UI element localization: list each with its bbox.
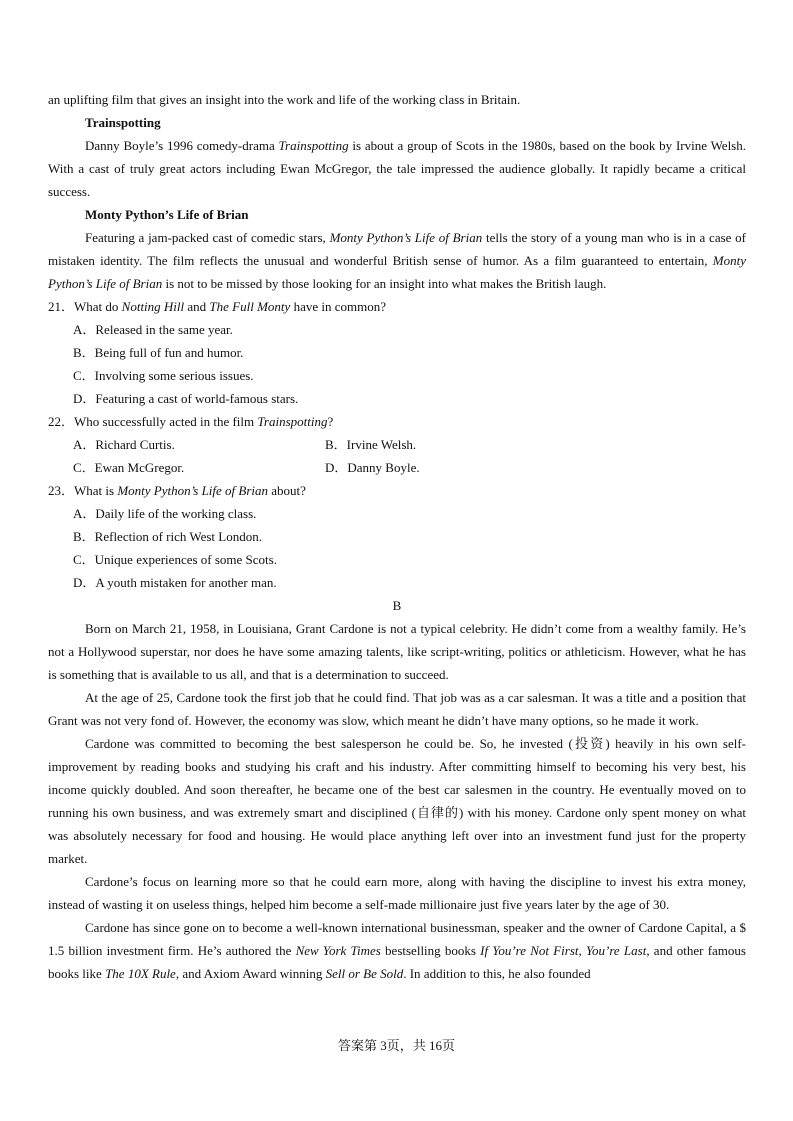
q22-options-row-2 [48, 456, 746, 479]
q22-options-row-1 [48, 433, 746, 456]
q23-option-d: D．A youth mistaken for another man. [73, 575, 277, 590]
q23-option-c: C．Unique experiences of some Scots. [73, 552, 277, 567]
q23-option-b: B．Reflection of rich West London. [73, 529, 262, 544]
page-footer: 答案第 3页，共 16页 [337, 1038, 455, 1053]
document-page [48, 88, 746, 985]
q21-option-d: D．Featuring a cast of world-famous stars. [73, 391, 299, 406]
section-b-label: B [392, 598, 402, 613]
monty-python-heading: Monty Python’s Life of Brian [85, 207, 249, 222]
question-21: 21．What do Notting Hill and The Full Monty have in common? [48, 299, 386, 314]
q22-option-c: C．Ewan McGregor. [73, 460, 185, 475]
passage-a-intro-tail: an uplifting film that gives an insight into the work and life of the working class in Britain. [48, 92, 521, 107]
question-22: 22．Who successfully acted in the film Trainspotting? [48, 414, 334, 429]
passage-b-paragraph-5: Cardone has since gone on to become a well-known international businessman, speaker and the owner of Cardone Capital, a $ 1.5 billion investment firm. He’s authored the New York Times bestselling books If You’re Not First, You’re Last, and other famous books like The 10X Rule, and Axiom Award winning Sell or Be Sold. In addition to this, he also founded [48, 920, 746, 981]
q21-option-c: C．Involving some serious issues. [73, 368, 254, 383]
passage-b-paragraph-3: Cardone was committed to becoming the best salesperson he could be. So, he invested (投资) heavily in his own self-improvement by reading books and studying his craft and his industry. After committing himself to becoming his very best, his income quickly doubled. And soon thereafter, he became one of the best car salesmen in the country. He eventually moved on to running his own business, and was extremely smart and disciplined (自律的) with his money. Cardone only spent money on what was absolutely necessary for food and housing. He would place anything left over into an investment fund just for the property market. [48, 736, 746, 866]
trainspotting-paragraph: Danny Boyle’s 1996 comedy-drama Trainspotting is about a group of Scots in the 1980s, based on the book by Irvine Welsh. With a cast of truly great actors including Ewan McGregor, the tale impressed the audience globally. It rapidly became a critical success. [48, 138, 746, 199]
q21-option-b: B．Being full of fun and humor. [73, 345, 244, 360]
q21-option-a: A．Released in the same year. [73, 322, 233, 337]
q22-option-d: D．Danny Boyle. [325, 460, 420, 475]
question-23: 23．What is Monty Python’s Life of Brian about? [48, 483, 306, 498]
q22-option-b: B．Irvine Welsh. [325, 437, 417, 452]
passage-b-paragraph-2: At the age of 25, Cardone took the first job that he could find. That job was as a car salesman. It was a title and a position that Grant was not very fond of. However, the economy was slow, which meant he didn’t have many options, so he made it work. [48, 690, 746, 728]
monty-python-paragraph: Featuring a jam-packed cast of comedic stars, Monty Python’s Life of Brian tells the story of a young man who is in a case of mistaken identity. The film reflects the unusual and wonderful British sense of humor. As a film guaranteed to entertain, Monty Python’s Life of Brian is not to be missed by those looking for an insight into what makes the British laugh. [48, 230, 746, 291]
passage-b-paragraph-4: Cardone’s focus on learning more so that he could earn more, along with having the discipline to invest his extra money, instead of wasting it on useless things, helped him become a self-made millionaire just five years later by the age of 30. [48, 874, 746, 912]
q22-option-a: A．Richard Curtis. [73, 437, 175, 452]
trainspotting-heading: Trainspotting [85, 115, 161, 130]
q23-option-a: A．Daily life of the working class. [73, 506, 257, 521]
passage-b-paragraph-1: Born on March 21, 1958, in Louisiana, Grant Cardone is not a typical celebrity. He didn’t come from a wealthy family. He’s not a Hollywood superstar, nor does he have some amazing talents, like script-writing, politics or athleticism. However, what he has is something that is available to us all, and that is a determination to succeed. [48, 621, 746, 682]
